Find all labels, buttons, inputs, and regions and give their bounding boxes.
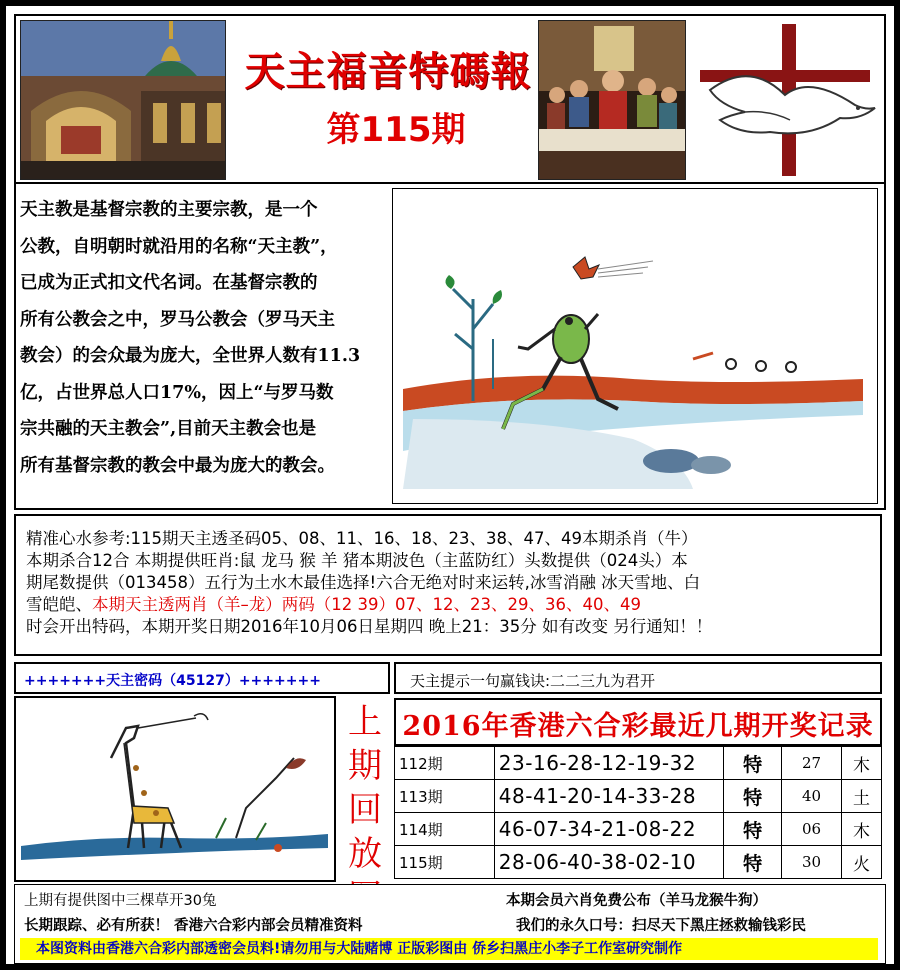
- record-numbers: 48-41-20-14-33-28: [494, 780, 723, 813]
- record-special-number: 30: [782, 846, 842, 879]
- record-numbers: 46-07-34-21-08-22: [494, 813, 723, 846]
- header-box: [14, 14, 886, 186]
- intro-line: 教会）的会众最为庞大，全世界人数有11.3: [20, 346, 361, 366]
- intro-line: 亿，占世界总人口17%，因上“与罗马数: [20, 382, 334, 403]
- frog-illustration: [392, 188, 878, 504]
- forecast-box: [14, 514, 882, 656]
- newspaper-page: [6, 6, 894, 964]
- forecast-line: [26, 594, 712, 616]
- footer-notice-bar: 本图资料由香港六合彩内部透密会员料!请勿用与大陆赌博 正版彩图由 侨乡扫黑庄小李子工作室研究制作: [20, 938, 878, 960]
- intro-line: 所有公教会之中，罗马公教会（罗马天主: [20, 309, 335, 330]
- record-period: 115期: [395, 846, 495, 879]
- record-period: 113期: [395, 780, 495, 813]
- record-period: 114期: [395, 813, 495, 846]
- footer-left-1: 上期有提供图中三棵草开30兔: [24, 893, 217, 909]
- intro-paragraph: [20, 192, 388, 484]
- cross-dove-image: [690, 20, 884, 180]
- tip-box: [394, 662, 882, 694]
- record-special-number: 40: [782, 780, 842, 813]
- forecast-line: 期尾数提供（013458）五行为土水木最佳选择!六合无绝对时来运转,冰雪消融 冰天雪地、白: [26, 573, 701, 592]
- record-special-label: 特: [724, 747, 782, 780]
- replay-char: 放: [348, 834, 382, 874]
- record-row: [395, 813, 882, 846]
- record-period: 112期: [395, 747, 495, 780]
- record-element: 木: [842, 747, 882, 780]
- record-element: 土: [842, 780, 882, 813]
- intro-line: 已成为正式扣文代名词。在基督宗教的: [20, 273, 318, 293]
- intro-line: 公教，自明朝时就沿用的名称“天主教”，: [20, 236, 338, 257]
- forecast-line: 精准心水参考:115期天主透圣码05、08、11、16、18、23、38、47、49本期杀肖（牛）: [26, 529, 698, 548]
- secret-code-box: [14, 662, 390, 694]
- intro-line: 宗共融的天主教会”,目前天主教会也是: [20, 419, 317, 439]
- winning-tip: 天主提示一句赢钱诀:二二三九为君开: [410, 672, 656, 690]
- record-element: 木: [842, 813, 882, 846]
- issue-number: 第115期: [326, 110, 466, 150]
- forecast-highlight: 本期天主透两肖（羊–龙）两码（12 39）07、12、23、29、36、40、49: [92, 595, 641, 614]
- secret-code-label: +++++++天主密码（45127）+++++++: [24, 673, 321, 689]
- record-row: [395, 846, 882, 879]
- cathedral-image: [20, 20, 226, 180]
- record-special-number: 06: [782, 813, 842, 846]
- forecast-line: 本期杀合12合 本期提供旺肖:鼠 龙马 猴 羊 猪本期波色（主蓝防红）头数提供（024头）本: [26, 551, 688, 570]
- forecast-line4-black: 雪皑皑、: [26, 595, 92, 614]
- record-special-label: 特: [724, 813, 782, 846]
- records-table: [394, 746, 882, 879]
- replay-char: 上: [348, 702, 382, 742]
- giraffe-illustration: [14, 696, 336, 882]
- newspaper-title: 天主福音特碼報: [244, 49, 532, 95]
- intro-line: 所有基督宗教的教会中最为庞大的教会。: [20, 455, 335, 476]
- forecast-text: [26, 528, 712, 638]
- last-supper-image: [538, 20, 686, 180]
- record-special-number: 27: [782, 747, 842, 780]
- footer-right-1: 本期会员六肖免费公布（羊马龙猴牛狗）: [506, 893, 767, 909]
- record-numbers: 23-16-28-12-19-32: [494, 747, 723, 780]
- record-row: [395, 780, 882, 813]
- record-row: [395, 747, 882, 780]
- record-special-label: 特: [724, 780, 782, 813]
- record-numbers: 28-06-40-38-02-10: [494, 846, 723, 879]
- record-element: 火: [842, 846, 882, 879]
- records-title: 2016年香港六合彩最近几期开奖记录: [402, 711, 874, 742]
- footer-left-2: 长期跟踪、必有所获！ 香港六合彩内部会员精准资料: [24, 918, 363, 934]
- forecast-line: 时会开出特码，本期开奖日期2016年10月06日星期四 晚上21：35分 如有改变 另行通知！！: [26, 617, 713, 636]
- footer-right-2: 我们的永久口号：扫尽天下黑庄拯救输钱彩民: [516, 918, 806, 934]
- replay-char: 期: [348, 746, 382, 786]
- replay-char: 回: [348, 790, 382, 830]
- secret-code: [24, 670, 321, 690]
- record-special-label: 特: [724, 846, 782, 879]
- intro-line: 天主教是基督宗教的主要宗教，是一个: [20, 200, 318, 220]
